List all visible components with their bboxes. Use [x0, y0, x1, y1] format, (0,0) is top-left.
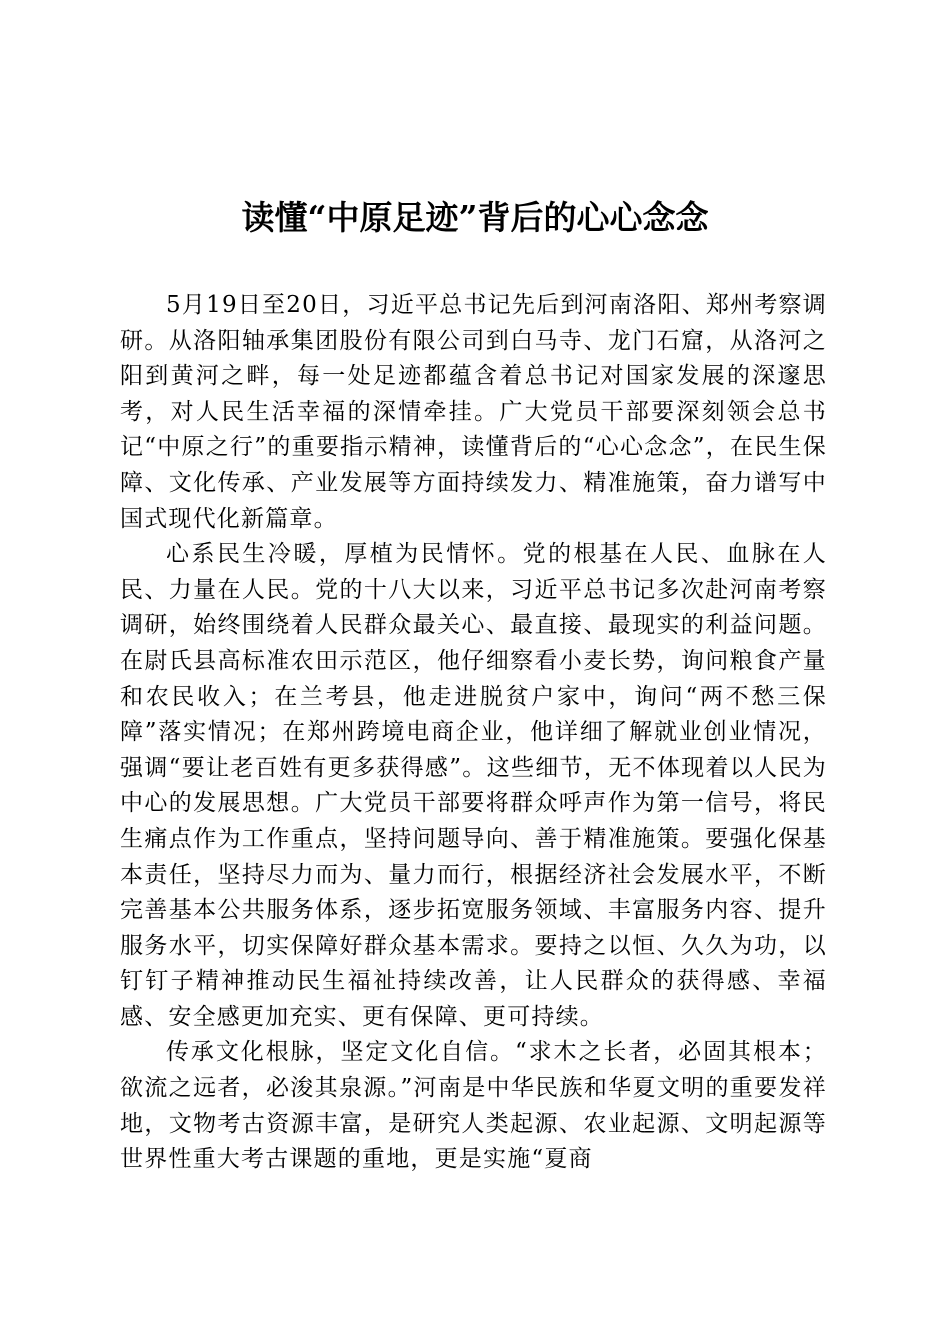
- paragraph: 传承文化根脉，坚定文化自信。“求木之长者，必固其根本；欲流之远者，必浚其泉源。”河南是中华民族和华夏文明的重要发祥地，文物考古资源丰富，是研究人类起源、农业起源、文明起源等世界性重大考古课题的重地，更是实施“夏商: [120, 1039, 827, 1173]
- paragraph: 心系民生冷暖，厚植为民情怀。党的根基在人民、血脉在人民、力量在人民。党的十八大以来，习近平总书记多次赴河南考察调研，始终围绕着人民群众最关心、最直接、最现实的利益问题。在尉氏县高标准农田示范区，他仔细察看小麦长势，询问粮食产量和农民收入；在兰考县，他走进脱贫户家中，询问“两不愁三保障”落实情况；在郑州跨境电商企业，他详细了解就业创业情况，强调“要让老百姓有更多获得感”。这些细节，无不体现着以人民为中心的发展思想。广大党员干部要将群众呼声作为第一信号，将民生痛点作为工作重点，坚持问题导向、善于精准施策。要强化保基本责任，坚持尽力而为、量力而行，根据经济社会发展水平，不断完善基本公共服务体系，逐步拓宽服务领域、丰富服务内容、提升服务水平，切实保障好群众基本需求。要持之以恒、久久为功，以钉钉子精神推动民生福祉持续改善，让人民群众的获得感、幸福感、安全感更加充实、更有保障、更可持续。: [120, 541, 827, 1030]
- paragraph: 5月19日至20日，习近平总书记先后到河南洛阳、郑州考察调研。从洛阳轴承集团股份有限公司到白马寺、龙门石窟，从洛河之阳到黄河之畔，每一处足迹都蕴含着总书记对国家发展的深邃思考，对人民生活幸福的深情牵挂。广大党员干部要深刻领会总书记“中原之行”的重要指示精神，读懂背后的“心心念念”，在民生保障、文化传承、产业发展等方面持续发力、精准施策，奋力谱写中国式现代化新篇章。: [120, 292, 827, 532]
- document-body: [120, 288, 827, 1178]
- document-title: 读懂“中原足迹”背后的心心念念: [241, 198, 709, 237]
